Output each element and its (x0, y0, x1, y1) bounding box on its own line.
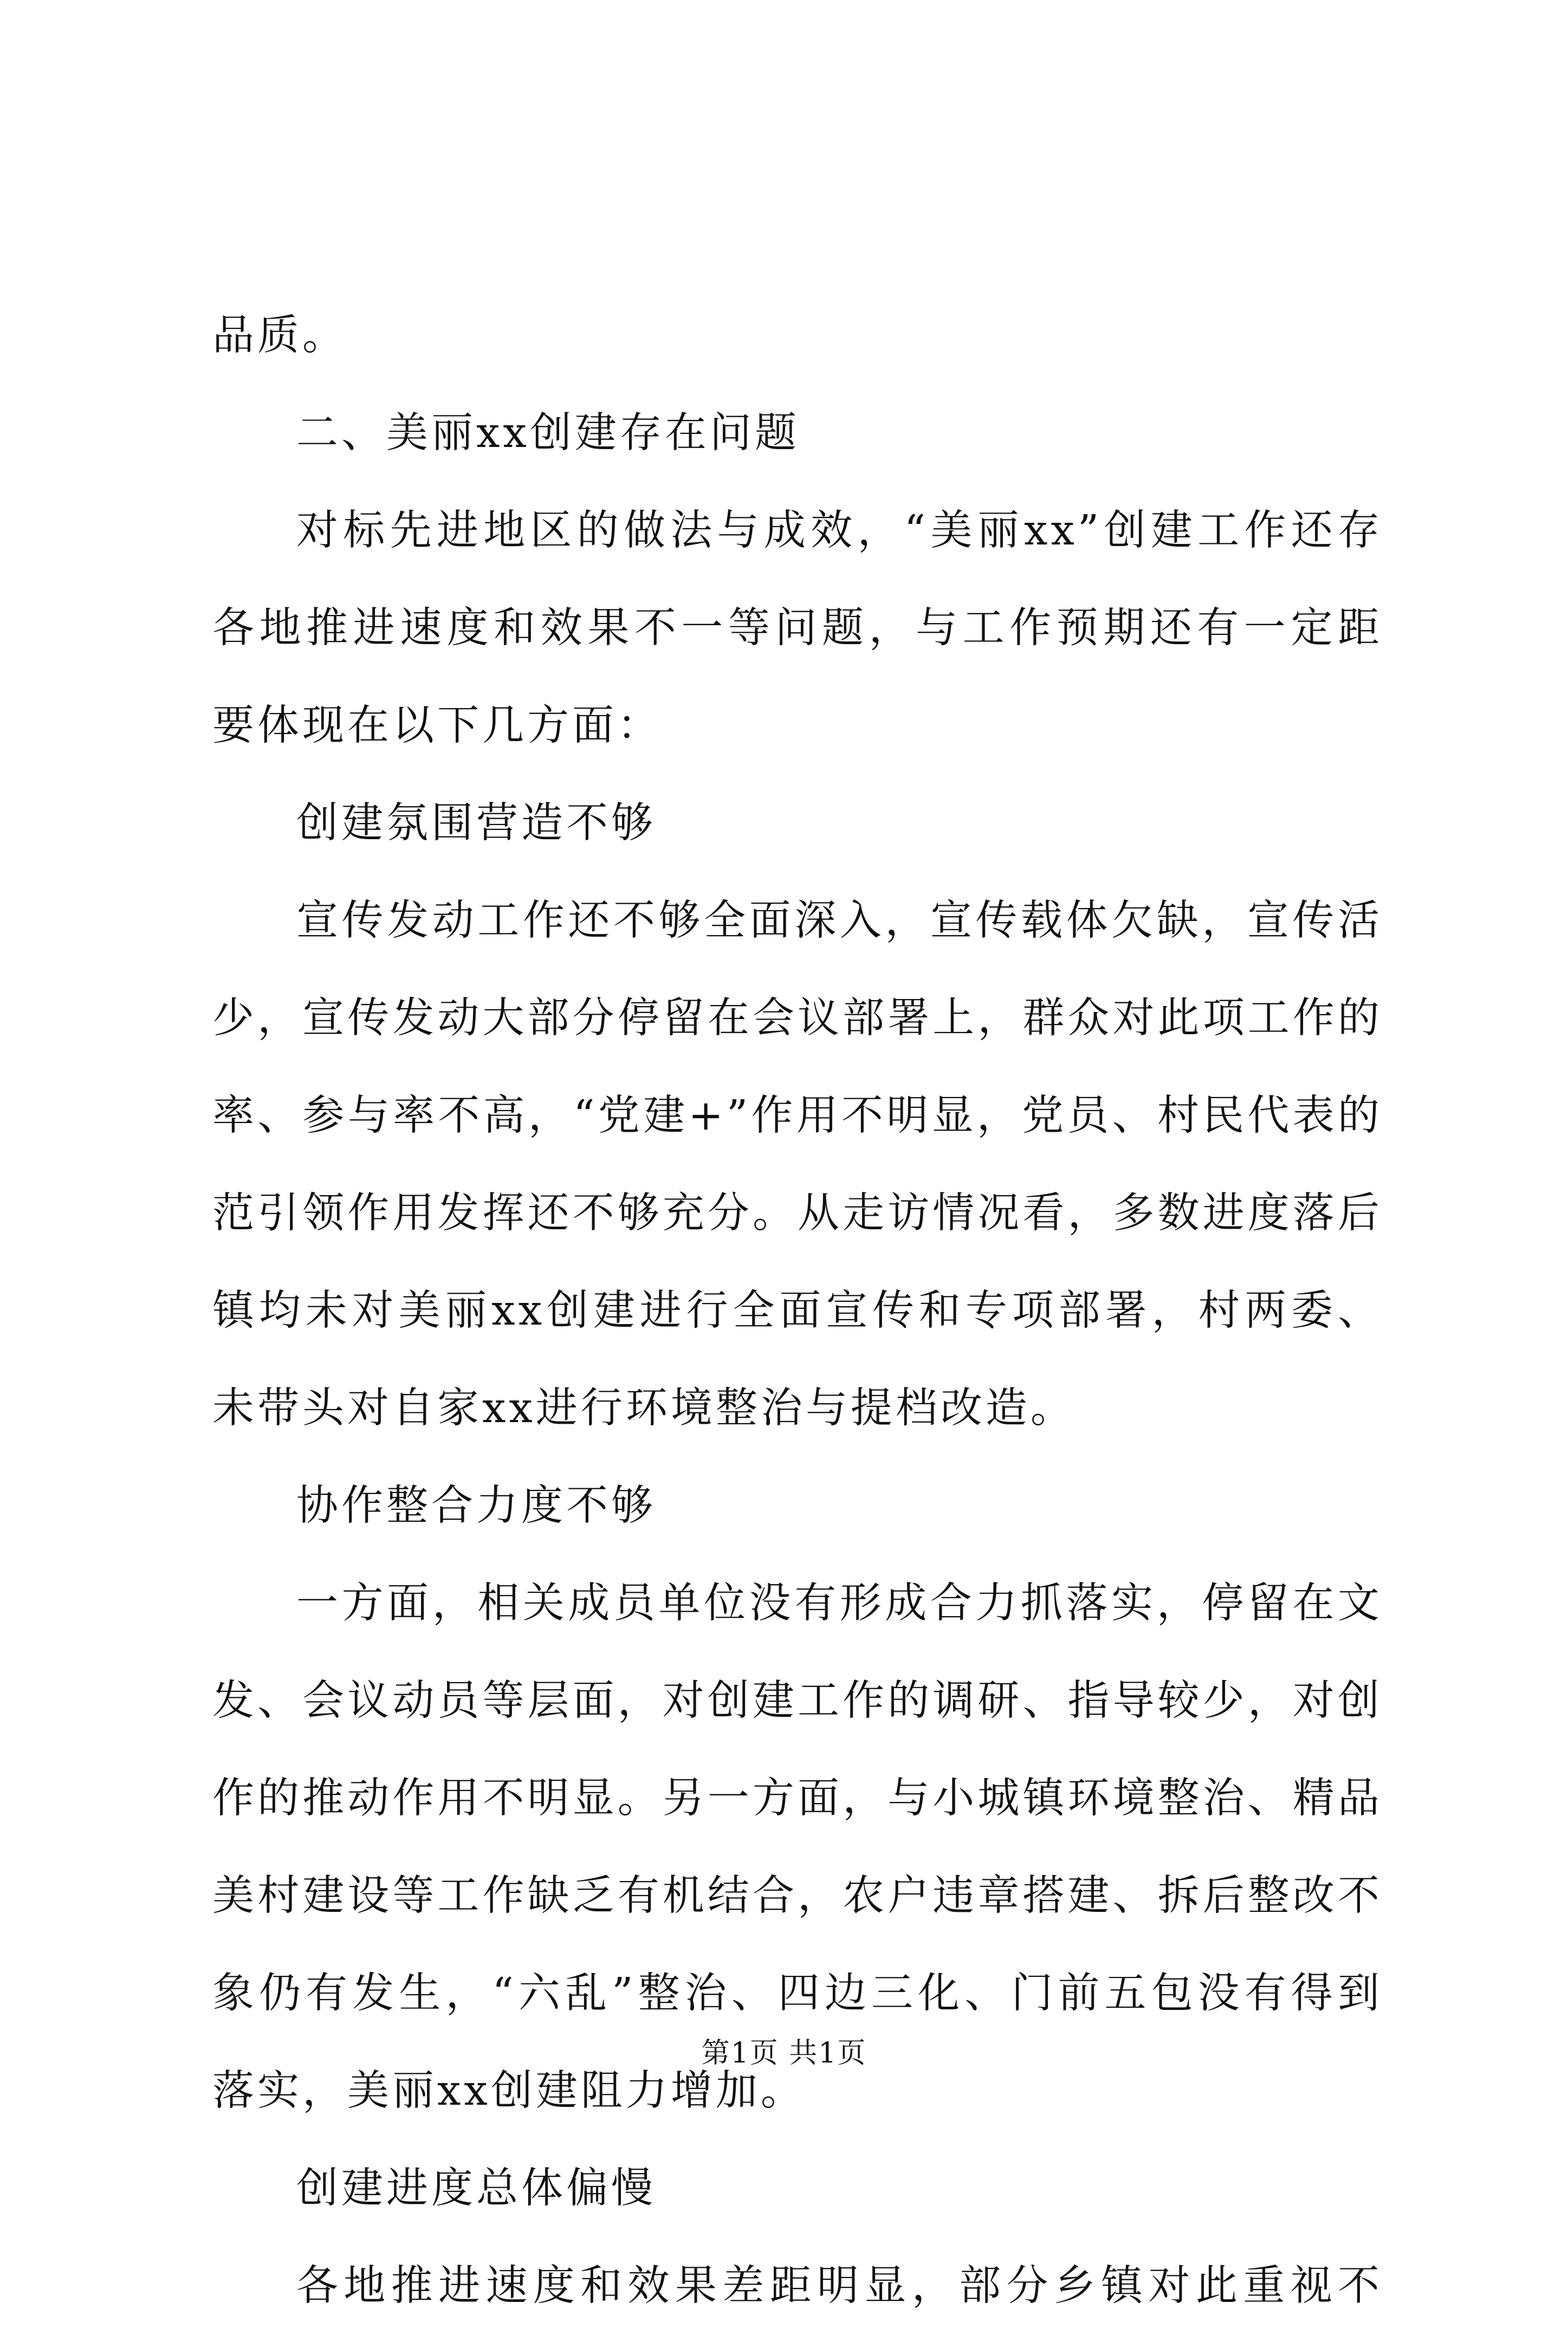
section-heading: 二、美丽xx创建存在问题 (296, 409, 800, 457)
paragraph-line: 对标先进地区的做法与成效，“美丽xx”创建工作还存 (296, 507, 1383, 555)
paragraph-line: 各地推进速度和效果差距明显，部分乡镇对此重视不 (296, 2262, 1383, 2310)
paragraph-line: 率、参与率不高，“党建+”作用不明显，党员、村民代表的 (212, 1092, 1383, 1140)
subsection-heading: 创建氛围营造不够 (296, 799, 656, 847)
subsection-heading: 协作整合力度不够 (296, 1482, 656, 1530)
paragraph-line: 范引领作用发挥还不够充分。从走访情况看，多数进度落后 (212, 1189, 1383, 1237)
paragraph-line: 要体现在以下几方面： (212, 702, 662, 750)
paragraph-line: 落实，美丽xx创建阻力增加。 (212, 2067, 806, 2115)
paragraph-line: 各地推进速度和效果不一等问题，与工作预期还有一定距 (212, 604, 1383, 652)
paragraph-line: 品质。 (212, 312, 347, 360)
page-number: 第1页 共1页 (701, 2037, 867, 2070)
paragraph-line: 一方面，相关成员单位没有形成合力抓落实，停留在文 (296, 1579, 1383, 1627)
paragraph-line: 发、会议动员等层面，对创建工作的调研、指导较少，对创 (212, 1677, 1383, 1725)
paragraph-line: 镇均未对美丽xx创建进行全面宣传和专项部署，村两委、 (212, 1287, 1383, 1335)
subsection-heading: 创建进度总体偏慢 (296, 2164, 656, 2213)
paragraph-line: 宣传发动工作还不够全面深入，宣传载体欠缺，宣传活 (296, 897, 1383, 945)
paragraph-line: 美村建设等工作缺乏有机结合，农户违章搭建、拆后整改不 (212, 1872, 1383, 1920)
paragraph-line: 作的推动作用不明显。另一方面，与小城镇环境整治、精品 (212, 1774, 1383, 1822)
paragraph-line: 象仍有发生，“六乱”整治、四边三化、门前五包没有得到 (212, 1969, 1383, 2018)
paragraph-line: 未带头对自家xx进行环境整治与提档改造。 (212, 1384, 1075, 1432)
page-footer (0, 2032, 1568, 2075)
document-body (212, 287, 1383, 2335)
paragraph-line: 少，宣传发动大部分停留在会议部署上，群众对此项工作的 (212, 994, 1383, 1042)
